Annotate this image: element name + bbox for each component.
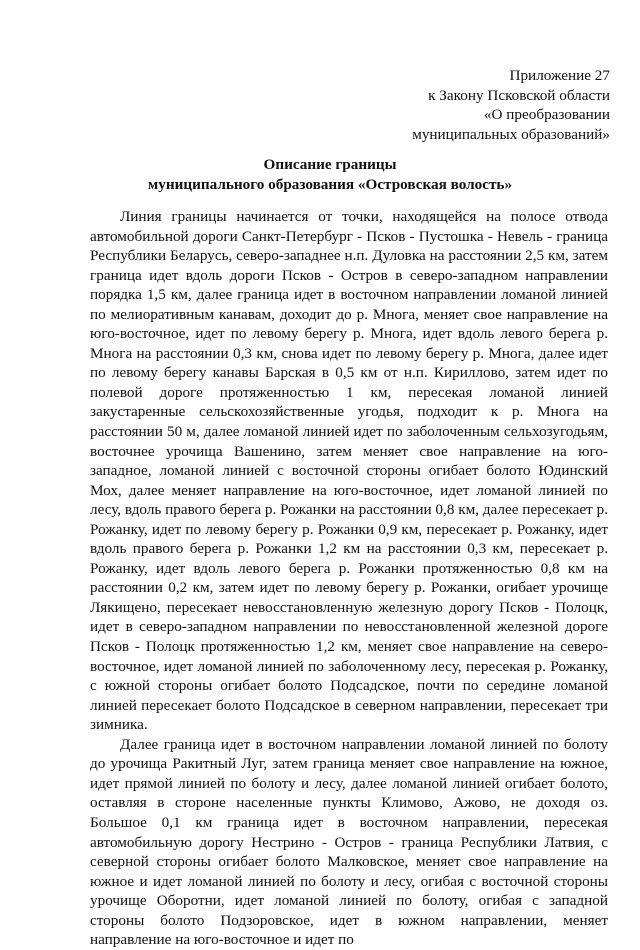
body-paragraph: Линия границы начинается от точки, находящейся на полосе отвода автомобильной дороги Санкт-Петербург - Псков - Пустошка - Невель - граница Республики Беларусь, северо-западнее н.п. Дуловка на расстоянии 2,5 км, затем граница идет вдоль дороги Псков - Остров в северо-западном направлении порядка 1,5 км, далее граница идет в восточном направлении ломаной линией по мелиоративным канавам, доходит до р. Многа, меняет свое направление на юго-восточное, идет по левому берегу р. Многа, идет вдоль левого берега р. Многа на расстоянии 0,3 км, снова идет по левому берегу р. Многа, далее идет по левому берегу канавы Барская в 0,5 км от н.п. Кириллово, затем идет по полевой дороге протяженностью 1 км, пересекая ломаной линией закустаренные сельскохозяйственные угодья, подходит к р. Многа на расстоянии 50 м, далее ломаной линией идет по заболоченным сельхозугодьям, восточнее урочища Вашенино, затем меняет свое направление на юго-западное, ломаной линией с восточной стороны огибает болото Юдинский Мох, далее меняет направление на юго-восточное, идет ломаной линией по лесу, вдоль правого берега р. Рожанки на расстоянии 0,8 км, далее пересекает р. Рожанку, идет по левому берегу р. Рожанки 0,9 км, пересекает р. Рожанку, идет вдоль правого берега р. Рожанки 1,2 км на расстоянии 0,3 км, пересекает р. Рожанку, идет вдоль левого берега р. Рожанки протяженностью 0,8 км на расстоянии 0,2 км, затем идет по левому берегу р. Рожанки, огибает урочище Лякищено, пересекает невосстановленную железную дорогу Псков - Полоцк, идет в северо-западном направлении по невосстановленной железной дороге Псков - Полоцк протяженностью 1,2 км, меняет свое направление на северо-восточное, идет ломаной линией по заболоченному лесу, пересекая р. Рожанку, с южной стороны огибает болото Подсадское, почти по середине ломаной линией пересекает болото Подсадское в северном направлении, пересекает три зимника. <box>90 208 608 734</box>
appendix-header <box>280 66 610 144</box>
title-line: муниципального образования «Островская волость» <box>147 175 513 193</box>
document-body <box>90 207 608 950</box>
document-title <box>50 155 610 194</box>
body-paragraph: Далее граница идет в восточном направлении ломаной линией по болоту до урочища Ракитный Луг, затем граница меняет свое направление на южное, идет прямой линией по болоту и лесу, далее ломаной линией огибает болото, оставляя в стороне населенные пункты Климово, Ажово, не доходя оз. Большое 0,1 км граница идет в восточном направлении, пересекая автомобильную дорогу Нестрино - Остров - граница Республики Латвия, с северной стороны огибает болото Малковское, меняет свое направление на южное и идет ломаной линией по болоту и лесу, огибая с восточной стороны урочище Оборотни, идет ломаной линией по болоту, огибая с западной стороны болото Подзоровское, идет в южном направлении, меняет направление на юго-восточное и идет по <box>90 735 608 949</box>
appendix-line: Приложение 27 <box>509 67 610 84</box>
title-line: Описание границы <box>263 156 397 173</box>
appendix-line: муниципальных образований» <box>412 125 610 143</box>
appendix-line: «О преобразовании <box>483 106 610 123</box>
appendix-line: к Закону Псковской области <box>428 86 610 104</box>
